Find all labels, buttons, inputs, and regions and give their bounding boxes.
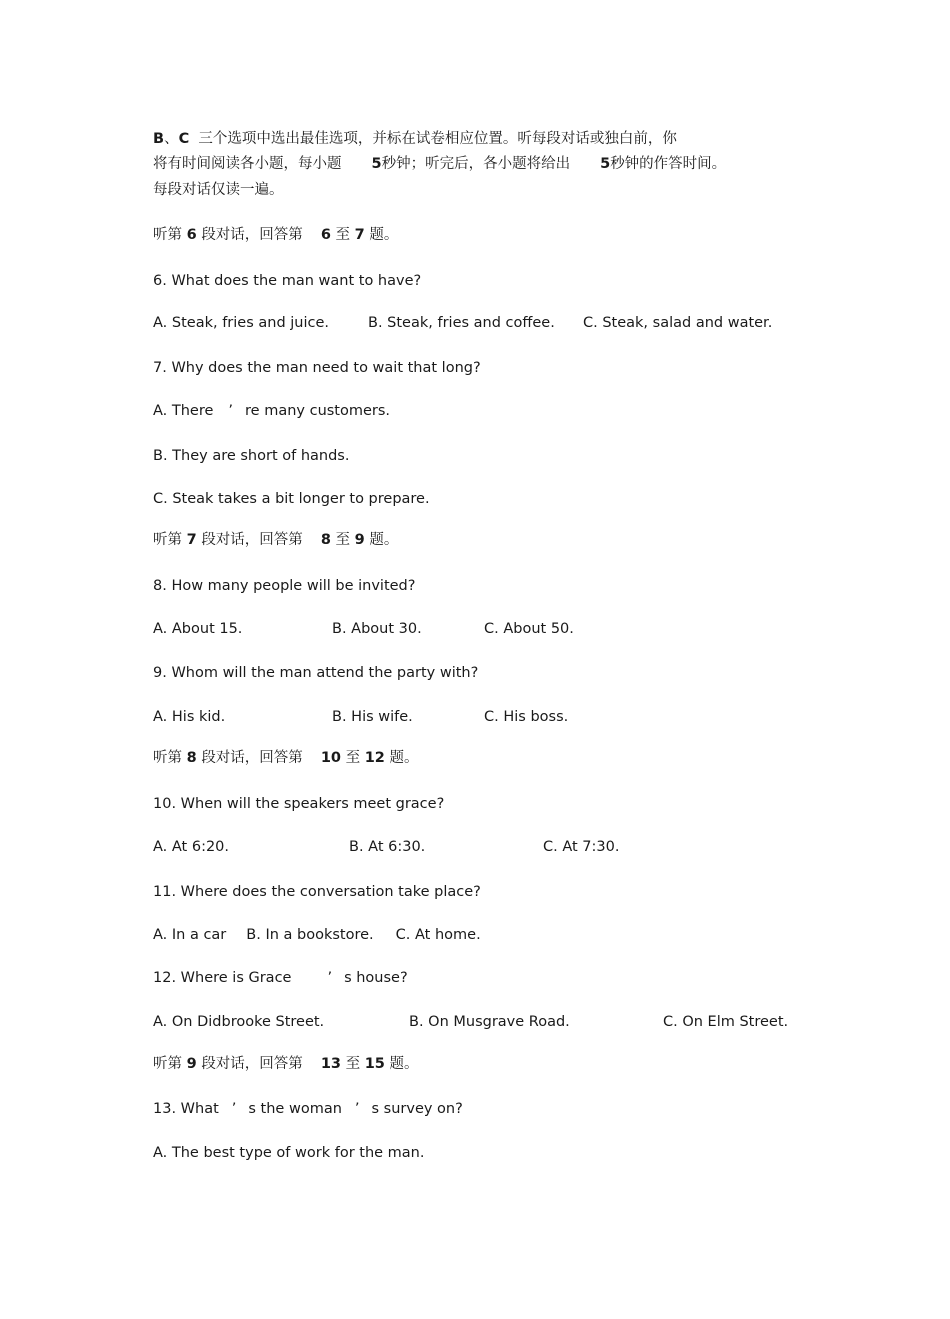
question-stem: 9. Whom will the man attend the party with? xyxy=(153,665,479,681)
option-a: A. The best type of work for the man. xyxy=(153,1145,425,1161)
separator: 、 xyxy=(164,131,179,147)
option-b: B. At 6:30. xyxy=(349,839,426,855)
intro-line-2 xyxy=(153,154,726,174)
option-b: B. In a bookstore. xyxy=(246,927,374,943)
option-a: A. On Didbrooke Street. xyxy=(153,1014,325,1030)
option-c: C. Steak takes a bit longer to prepare. xyxy=(153,491,430,507)
option-b: B. His wife. xyxy=(332,709,413,725)
seconds-answer: 5 xyxy=(600,156,611,172)
option-c: C. On Elm Street. xyxy=(663,1014,789,1030)
option-a: A. Steak, fries and juice. xyxy=(153,315,330,331)
intro-text: 将有时间阅读各小题，每小题 xyxy=(153,156,342,172)
intro-text: 三个选项中选出最佳选项，并标在试卷相应位置。听每段对话或独白前，你 xyxy=(189,131,677,147)
intro-line-1 xyxy=(153,129,677,149)
question-stem: 10. When will the speakers meet grace? xyxy=(153,796,445,812)
section-heading: 听第 7 段对话，回答第 8 至 9 题。 xyxy=(153,532,399,548)
question-stem: 7. Why does the man need to wait that long? xyxy=(153,360,481,376)
question-stem: 12. Where is Grace ’ s house? xyxy=(153,970,408,986)
section-heading: 听第 8 段对话，回答第 10 至 12 题。 xyxy=(153,750,419,766)
option-b-letter: B xyxy=(153,131,165,147)
option-a: A. There ’ re many customers. xyxy=(153,403,391,419)
options-row xyxy=(153,925,481,945)
question-stem: 11. Where does the conversation take place? xyxy=(153,884,481,900)
option-b: B. On Musgrave Road. xyxy=(409,1014,570,1030)
intro-line-3: 每段对话仅读一遍。 xyxy=(153,182,284,198)
intro-text: 秒钟的作答时间。 xyxy=(610,156,727,172)
option-c: C. Steak, salad and water. xyxy=(583,315,773,331)
option-c: C. His boss. xyxy=(484,709,569,725)
option-b: B. Steak, fries and coffee. xyxy=(368,315,555,331)
option-a: A. At 6:20. xyxy=(153,839,230,855)
option-c: C. At home. xyxy=(395,927,481,943)
question-stem: 8. How many people will be invited? xyxy=(153,578,416,594)
option-a: A. His kid. xyxy=(153,709,226,725)
option-b: B. They are short of hands. xyxy=(153,448,350,464)
option-c-letter: C xyxy=(178,131,190,147)
option-c: C. At 7:30. xyxy=(543,839,620,855)
option-c: C. About 50. xyxy=(484,621,574,637)
question-stem: 13. What ’ s the woman ’ s survey on? xyxy=(153,1101,463,1117)
question-stem: 6. What does the man want to have? xyxy=(153,273,422,289)
seconds-read: 5 xyxy=(371,156,382,172)
section-heading: 听第 6 段对话，回答第 6 至 7 题。 xyxy=(153,227,399,243)
option-a: A. In a car xyxy=(153,927,227,943)
intro-text: 秒钟；听完后，各小题将给出 xyxy=(381,156,571,172)
option-b: B. About 30. xyxy=(332,621,422,637)
section-heading: 听第 9 段对话，回答第 13 至 15 题。 xyxy=(153,1056,419,1072)
option-a: A. About 15. xyxy=(153,621,243,637)
